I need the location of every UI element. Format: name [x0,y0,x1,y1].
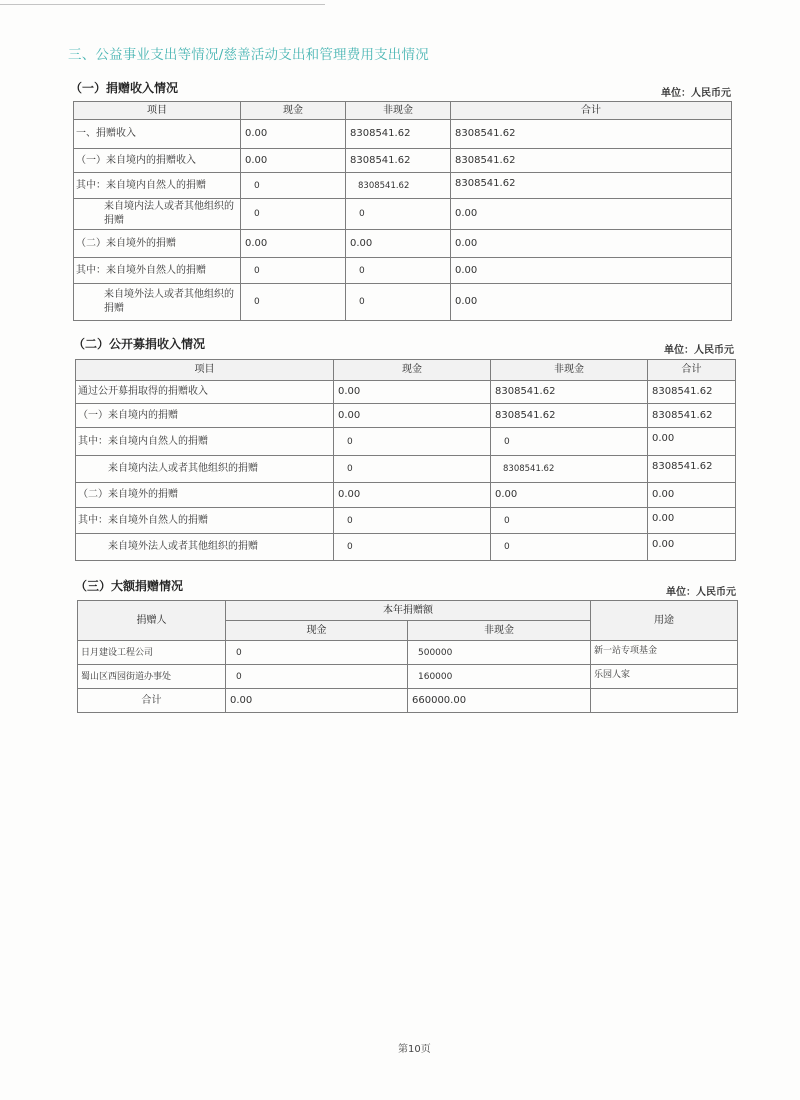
table-total-row [78,689,738,713]
row-item-cell: （一）来自境内的捐赠 [76,404,334,428]
noncash-cell: 160000 [408,665,591,689]
total-cell: 8308541.62 [648,381,736,404]
row-item-cell: 一、捐赠收入 [74,120,241,149]
table-row [78,665,738,689]
cash-cell: 0.00 [241,230,346,258]
header-item: 项目 [76,360,334,381]
cash-cell: 0 [334,456,491,483]
row-item-cell: 其中：来自境内自然人的捐赠 [76,428,334,456]
scan-edge-line [0,4,325,5]
cash-cell: 0 [226,641,408,665]
table-header-row [76,360,736,381]
noncash-cell: 0 [491,428,648,456]
total-cell: 0.00 [451,258,732,284]
public-fundraising-income-table [75,359,736,561]
header-cash: 现金 [334,360,491,381]
table-header-row [78,601,738,621]
cash-cell: 0.00 [334,381,491,404]
row-item-cell: 其中：来自境内自然人的捐赠 [74,173,241,199]
header-cash: 现金 [226,621,408,641]
total-cell: 0.00 [451,199,732,230]
row-item-cell: （二）来自境外的捐赠 [74,230,241,258]
total-cell: 8308541.62 [648,456,736,483]
noncash-cell: 0.00 [491,483,648,508]
total-cell: 8308541.62 [451,149,732,173]
noncash-cell: 0 [491,534,648,561]
cash-cell: 0.00 [334,404,491,428]
section-heading-large-donations: （三）大额捐赠情况 [75,579,184,593]
header-noncash: 非现金 [346,102,451,120]
row-item-cell: （二）来自境外的捐赠 [76,483,334,508]
row-item-cell: 通过公开募捐取得的捐赠收入 [76,381,334,404]
noncash-cell: 8308541.62 [491,456,648,483]
row-item-cell: 其中：来自境外自然人的捐赠 [74,258,241,284]
cash-cell: 0 [334,508,491,534]
total-cell: 0.00 [648,428,736,456]
noncash-cell: 8308541.62 [491,404,648,428]
page-number: 第10页 [398,1044,431,1055]
header-amount-this-year: 本年捐赠额 [226,601,591,621]
noncash-cell: 8308541.62 [346,120,451,149]
header-item: 项目 [74,102,241,120]
noncash-cell: 0 [346,284,451,321]
cash-cell: 0 [241,258,346,284]
table-row [74,149,732,173]
header-noncash: 非现金 [408,621,591,641]
noncash-cell: 0 [346,258,451,284]
table-row [76,456,736,483]
table-row [76,381,736,404]
page-title: 三、公益事业支出等情况/慈善活动支出和管理费用支出情况 [68,47,429,63]
cash-cell: 0 [241,173,346,199]
row-item-cell: 其中：来自境外自然人的捐赠 [76,508,334,534]
table-row [76,483,736,508]
cash-cell: 0.00 [334,483,491,508]
total-cell: 8308541.62 [451,173,732,199]
large-donations-table [77,600,738,713]
table-row [74,199,732,230]
total-purpose-cell [591,689,738,713]
header-total: 合计 [451,102,732,120]
header-noncash: 非现金 [491,360,648,381]
noncash-cell: 0 [346,199,451,230]
cash-cell: 0 [334,534,491,561]
table-row [74,230,732,258]
noncash-cell: 0 [491,508,648,534]
purpose-cell: 乐园人家 [591,665,738,689]
donor-cell: 日月建设工程公司 [78,641,226,665]
table-row [74,120,732,149]
cash-cell: 0.00 [241,120,346,149]
noncash-cell: 8308541.62 [346,149,451,173]
header-total: 合计 [648,360,736,381]
section-heading-donation-income: （一）捐赠收入情况 [70,81,179,95]
total-label-cell: 合计 [78,689,226,713]
header-purpose: 用途 [591,601,738,641]
table-row [76,404,736,428]
unit-label: 单位：人民币元 [666,587,736,598]
table-row [74,258,732,284]
total-cash-cell: 0.00 [226,689,408,713]
total-cell: 8308541.62 [451,120,732,149]
header-donor: 捐赠人 [78,601,226,641]
donation-income-table [73,101,732,321]
table-row [78,641,738,665]
cash-cell: 0 [241,199,346,230]
total-cell: 0.00 [648,508,736,534]
unit-label: 单位：人民币元 [661,88,731,99]
purpose-cell: 新一站专项基金 [591,641,738,665]
cash-cell: 0 [226,665,408,689]
noncash-cell: 8308541.62 [491,381,648,404]
row-item-cell: （一）来自境内的捐赠收入 [74,149,241,173]
row-item-cell: 来自境外法人或者其他组织的捐赠 [76,534,334,561]
total-noncash-cell: 660000.00 [408,689,591,713]
total-cell: 0.00 [451,284,732,321]
row-item-cell: 来自境外法人或者其他组织的捐赠 [74,284,241,321]
unit-label: 单位：人民币元 [664,345,734,356]
noncash-cell: 500000 [408,641,591,665]
section-heading-public-fundraising: （二）公开募捐收入情况 [73,337,206,351]
total-cell: 8308541.62 [648,404,736,428]
header-cash: 现金 [241,102,346,120]
total-cell: 0.00 [648,534,736,561]
table-row [76,508,736,534]
cash-cell: 0 [241,284,346,321]
table-row [76,428,736,456]
cash-cell: 0 [334,428,491,456]
noncash-cell: 8308541.62 [346,173,451,199]
table-header-row [74,102,732,120]
total-cell: 0.00 [451,230,732,258]
table-row [74,284,732,321]
row-item-cell: 来自境内法人或者其他组织的捐赠 [74,199,241,230]
donor-cell: 蜀山区西园街道办事处 [78,665,226,689]
row-item-cell: 来自境内法人或者其他组织的捐赠 [76,456,334,483]
table-row [74,173,732,199]
cash-cell: 0.00 [241,149,346,173]
table-row [76,534,736,561]
total-cell: 0.00 [648,483,736,508]
noncash-cell: 0.00 [346,230,451,258]
